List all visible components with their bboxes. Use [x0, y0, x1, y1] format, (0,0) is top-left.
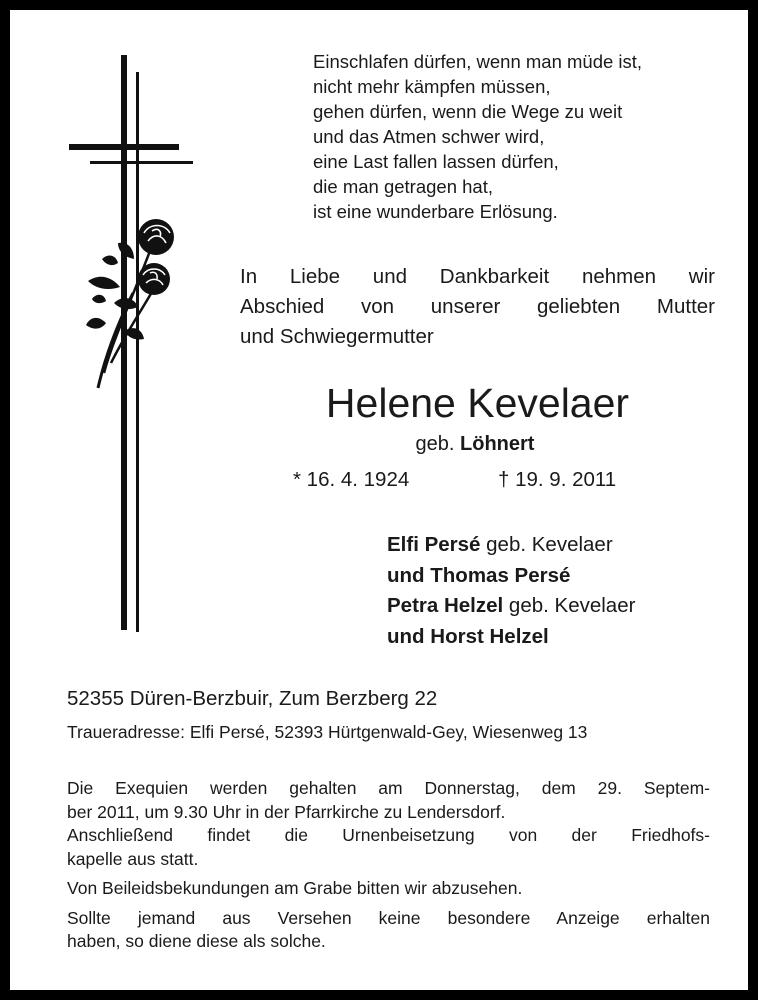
poem: [313, 49, 733, 224]
death-date: † 19. 9. 2011: [498, 468, 617, 491]
mourner-note: geb. Kevelaer: [480, 533, 613, 556]
mourners-list: [387, 530, 727, 652]
mourning-address: Traueradresse: Elfi Persé, 52393 Hürtgenwald-Gey, Wiesenweg 13: [67, 722, 588, 742]
service-paragraph: [67, 777, 710, 871]
deceased-name: Helene Kevelaer: [325, 380, 630, 426]
poem-line: nicht mehr kämpfen müssen,: [313, 76, 551, 97]
mourner-line: [387, 591, 727, 622]
maiden-name-line: [370, 430, 580, 458]
condolence-paragraph: [67, 877, 710, 901]
notice-paragraph: [67, 907, 710, 954]
poem-line: die man getragen hat,: [313, 176, 493, 197]
intro-line: und Schwiegermutter: [240, 325, 434, 348]
maiden-name: Löhnert: [460, 433, 535, 455]
service-line: Anschließend findet die Urnenbeisetzung von der Friedhofs-: [67, 825, 710, 845]
poem-line: Einschlafen dürfen, wenn man müde ist,: [313, 51, 643, 72]
cross-icon-arm-inner: [90, 161, 193, 164]
service-line: ber 2011, um 9.30 Uhr in der Pfarrkirche zu Lendersdorf.: [67, 801, 506, 822]
mourner-name: und Thomas Persé: [387, 563, 571, 587]
poem-line: und das Atmen schwer wird,: [313, 126, 545, 147]
intro-line: Abschied von unserer geliebten Mutter: [240, 295, 715, 318]
notice-line: Sollte jemand aus Versehen keine besondere Anzeige erhalten: [67, 907, 710, 928]
maiden-prefix: geb.: [415, 433, 455, 455]
poem-line: gehen dürfen, wenn die Wege zu weit: [313, 101, 623, 122]
mourner-line: [387, 561, 727, 592]
poem-line: ist eine wunderbare Erlösung.: [313, 201, 558, 222]
mourner-line: [387, 622, 727, 653]
mourner-name: Elfi Persé: [387, 533, 481, 556]
birth-date: * 16. 4. 1924: [293, 468, 410, 491]
mourner-name: und Horst Helzel: [387, 624, 549, 648]
condolence-line: Von Beileidsbekundungen am Grabe bitten wir abzusehen.: [67, 878, 523, 898]
mourner-note: geb. Kevelaer: [503, 594, 636, 617]
mourner-name: Petra Helzel: [387, 594, 504, 617]
service-information: [67, 777, 710, 960]
intro-line: In Liebe und Dankbarkeit nehmen wir: [240, 265, 715, 288]
notice-line: haben, so diene diese als solche.: [67, 931, 326, 951]
service-line: kapelle aus statt.: [67, 848, 199, 869]
poem-line: eine Last fallen lassen dürfen,: [313, 151, 559, 172]
family-address: 52355 Düren-Berzbuir, Zum Berzberg 22: [67, 687, 438, 710]
mourner-line: [387, 530, 727, 561]
service-line: Die Exequien werden gehalten am Donnerstag, dem 29. Septem-: [67, 778, 710, 798]
intro-text: [240, 262, 715, 352]
roses-icon: [78, 213, 188, 393]
cross-icon-arm: [69, 144, 179, 150]
